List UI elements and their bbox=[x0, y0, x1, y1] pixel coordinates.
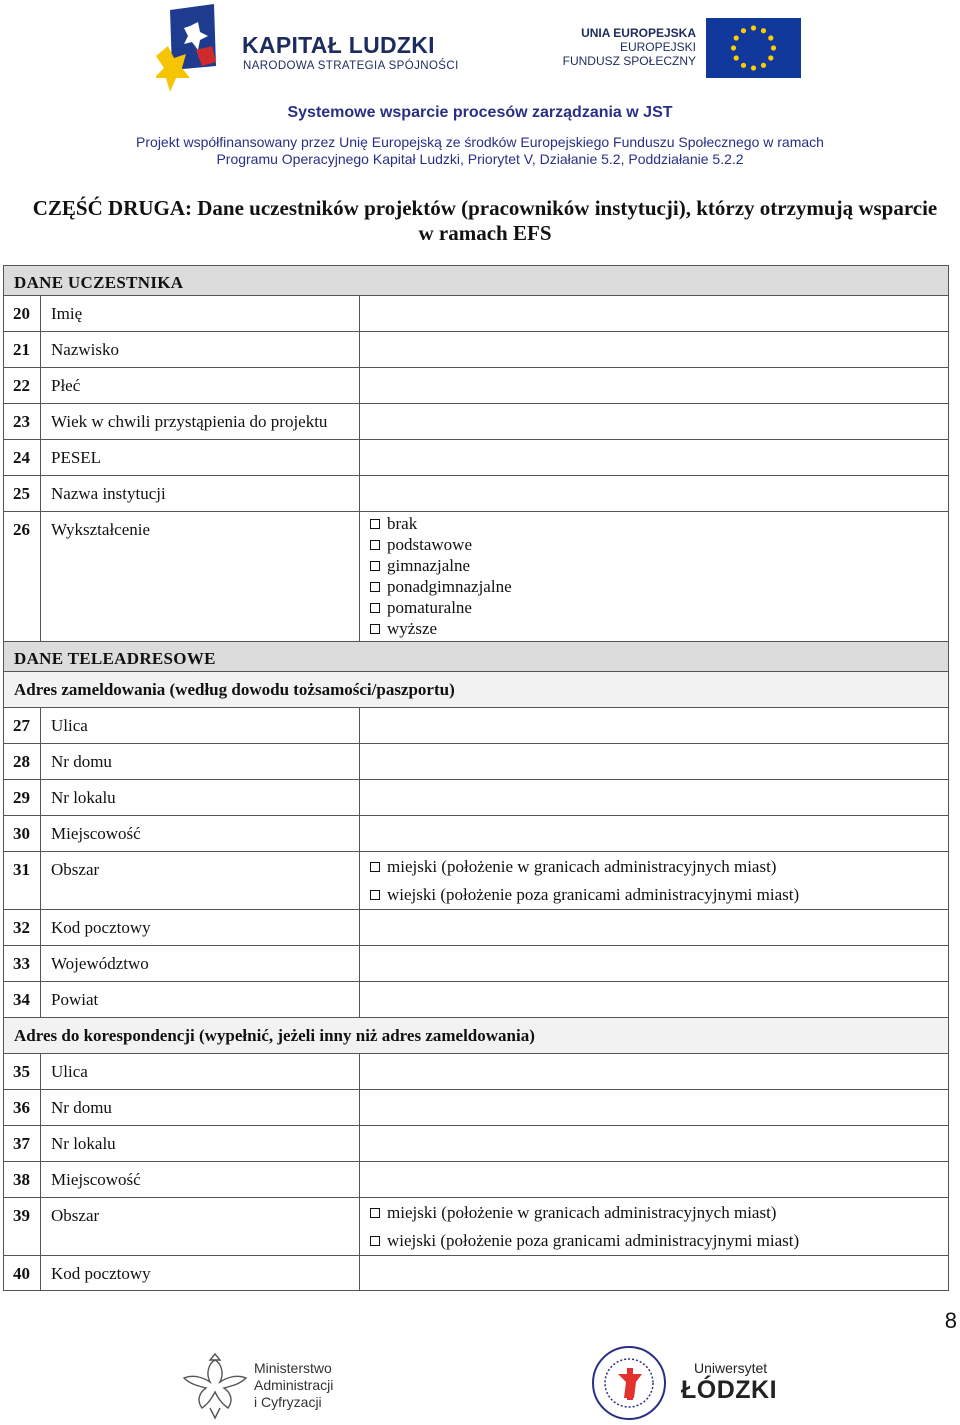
field-label: Województwo bbox=[41, 946, 360, 981]
field-label: Nr lokalu bbox=[41, 780, 360, 815]
field-label: Miejscowość bbox=[41, 1162, 360, 1197]
row-number: 29 bbox=[4, 780, 41, 815]
form-row-last-name bbox=[3, 331, 949, 367]
row-number: 36 bbox=[4, 1090, 41, 1125]
form-row-postal-code bbox=[3, 909, 949, 945]
form-row-county bbox=[3, 981, 949, 1017]
row-number: 39 bbox=[4, 1198, 41, 1255]
corr-street-field[interactable] bbox=[360, 1054, 948, 1089]
eu-fund-line2: EUROPEJSKI bbox=[619, 40, 696, 54]
education-option[interactable] bbox=[370, 513, 938, 534]
field-label: Nr domu bbox=[41, 1090, 360, 1125]
eagle-emblem-icon bbox=[180, 1348, 250, 1420]
option-label: wyższe bbox=[387, 619, 438, 638]
participant-form bbox=[3, 265, 949, 1291]
field-label: Kod pocztowy bbox=[41, 910, 360, 945]
university-name: ŁÓDZKI bbox=[681, 1376, 778, 1404]
form-row-gender bbox=[3, 367, 949, 403]
option-label: wiejski (położenie poza granicami administracyjnymi miast) bbox=[387, 1231, 800, 1250]
page-footer bbox=[0, 1330, 960, 1425]
age-field[interactable] bbox=[360, 404, 948, 439]
pesel-field[interactable] bbox=[360, 440, 948, 475]
row-number: 26 bbox=[4, 512, 41, 641]
area-option-urban[interactable] bbox=[370, 1199, 938, 1227]
area-options bbox=[360, 852, 948, 909]
institution-field[interactable] bbox=[360, 476, 948, 511]
row-number: 22 bbox=[4, 368, 41, 403]
first-name-field[interactable] bbox=[360, 296, 948, 331]
field-label: Ulica bbox=[41, 1054, 360, 1089]
ministry-name bbox=[254, 1360, 333, 1411]
field-label: Wykształcenie bbox=[41, 512, 360, 641]
apartment-number-field[interactable] bbox=[360, 780, 948, 815]
ministry-line3: i Cyfryzacji bbox=[254, 1394, 322, 1410]
checkbox-icon[interactable] bbox=[370, 603, 380, 613]
voivodeship-field[interactable] bbox=[360, 946, 948, 981]
corr-apartment-number-field[interactable] bbox=[360, 1126, 948, 1161]
university-seal-icon bbox=[590, 1344, 668, 1422]
checkbox-icon[interactable] bbox=[370, 582, 380, 592]
checkbox-icon[interactable] bbox=[370, 561, 380, 571]
form-row-apartment-number bbox=[3, 779, 949, 815]
project-description-line2: Programu Operacyjnego Kapitał Ludzki, Priorytet V, Działanie 5.2, Poddziałanie 5.2.2 bbox=[216, 151, 744, 167]
row-number: 25 bbox=[4, 476, 41, 511]
form-row-area bbox=[3, 851, 949, 909]
row-number: 30 bbox=[4, 816, 41, 851]
option-label: ponadgimnazjalne bbox=[387, 577, 512, 596]
area-option-rural[interactable] bbox=[370, 881, 938, 909]
form-row-voivodeship bbox=[3, 945, 949, 981]
subsection-correspondence-address: Adres do korespondencji (wypełnić, jeżeli inny niż adres zameldowania) bbox=[3, 1017, 949, 1053]
row-number: 31 bbox=[4, 852, 41, 909]
form-row-institution bbox=[3, 475, 949, 511]
row-number: 33 bbox=[4, 946, 41, 981]
row-number: 21 bbox=[4, 332, 41, 367]
project-description-line1: Projekt współfinansowany przez Unię Europejską ze środków Europejskiego Funduszu Społecznego w ramach bbox=[136, 134, 824, 150]
corr-postal-code-field[interactable] bbox=[360, 1256, 948, 1290]
option-label: miejski (położenie w granicach administracyjnych miast) bbox=[387, 1203, 777, 1222]
field-label: Kod pocztowy bbox=[41, 1256, 360, 1290]
option-label: brak bbox=[387, 514, 418, 533]
subsection-registered-address: Adres zameldowania (według dowodu tożsamości/paszportu) bbox=[3, 671, 949, 707]
last-name-field[interactable] bbox=[360, 332, 948, 367]
option-label: podstawowe bbox=[387, 535, 472, 554]
field-label: Wiek w chwili przystąpienia do projektu bbox=[41, 404, 360, 439]
eu-fund-text bbox=[563, 26, 696, 68]
corr-area-options bbox=[360, 1198, 948, 1255]
university-label: Uniwersytet bbox=[694, 1360, 768, 1376]
field-label: Nazwa instytucji bbox=[41, 476, 360, 511]
kapital-ludzki-logo bbox=[156, 4, 220, 92]
row-number: 37 bbox=[4, 1126, 41, 1161]
checkbox-icon[interactable] bbox=[370, 624, 380, 634]
education-option[interactable] bbox=[370, 576, 938, 597]
row-number: 40 bbox=[4, 1256, 41, 1290]
education-option[interactable] bbox=[370, 555, 938, 576]
row-number: 35 bbox=[4, 1054, 41, 1089]
checkbox-icon[interactable] bbox=[370, 890, 380, 900]
field-label: Nr lokalu bbox=[41, 1126, 360, 1161]
checkbox-icon[interactable] bbox=[370, 1236, 380, 1246]
section-participant-data: DANE UCZESTNIKA bbox=[3, 265, 949, 295]
form-row-pesel bbox=[3, 439, 949, 475]
field-label: Płeć bbox=[41, 368, 360, 403]
row-number: 27 bbox=[4, 708, 41, 743]
field-label: Obszar bbox=[41, 852, 360, 909]
form-row-city bbox=[3, 815, 949, 851]
education-option[interactable] bbox=[370, 534, 938, 555]
kapital-ludzki-title: KAPITAŁ LUDZKI bbox=[242, 32, 435, 58]
postal-code-field[interactable] bbox=[360, 910, 948, 945]
form-row-street bbox=[3, 707, 949, 743]
row-number: 23 bbox=[4, 404, 41, 439]
eu-name: UNIA EUROPEJSKA bbox=[581, 26, 696, 40]
area-option-urban[interactable] bbox=[370, 853, 938, 881]
form-row-corr-city bbox=[3, 1161, 949, 1197]
field-label: Miejscowość bbox=[41, 816, 360, 851]
row-number: 24 bbox=[4, 440, 41, 475]
document-title bbox=[10, 196, 960, 246]
area-option-rural[interactable] bbox=[370, 1227, 938, 1255]
ministry-line1: Ministerstwo bbox=[254, 1360, 332, 1376]
section-contact-data: DANE TELEADRESOWE bbox=[3, 641, 949, 671]
field-label: Nazwisko bbox=[41, 332, 360, 367]
checkbox-icon[interactable] bbox=[370, 1208, 380, 1218]
form-row-corr-area bbox=[3, 1197, 949, 1255]
row-number: 20 bbox=[4, 296, 41, 331]
field-label: Obszar bbox=[41, 1198, 360, 1255]
form-row-corr-postal-code bbox=[3, 1255, 949, 1291]
education-option[interactable] bbox=[370, 597, 938, 618]
page-header bbox=[0, 0, 960, 100]
form-row-age bbox=[3, 403, 949, 439]
document-title-line1: CZĘŚĆ DRUGA: Dane uczestników projektów (pracowników instytucji), którzy otrzymują wsparcie bbox=[32, 196, 938, 220]
checkbox-icon[interactable] bbox=[370, 540, 380, 550]
ministry-line2: Administracji bbox=[254, 1377, 334, 1393]
form-row-corr-street bbox=[3, 1053, 949, 1089]
field-label: PESEL bbox=[41, 440, 360, 475]
form-row-house-number bbox=[3, 743, 949, 779]
eu-flag-icon bbox=[706, 18, 801, 78]
city-field[interactable] bbox=[360, 816, 948, 851]
page-number: 8 bbox=[944, 1308, 957, 1333]
form-row-education bbox=[3, 511, 949, 641]
kapital-ludzki-subtitle: NARODOWA STRATEGIA SPÓJNOŚCI bbox=[243, 60, 459, 72]
corr-city-field[interactable] bbox=[360, 1162, 948, 1197]
row-number: 38 bbox=[4, 1162, 41, 1197]
field-label: Powiat bbox=[41, 982, 360, 1017]
eu-fund-line3: FUNDUSZ SPOŁECZNY bbox=[562, 54, 696, 68]
street-field[interactable] bbox=[360, 708, 948, 743]
form-row-first-name bbox=[3, 295, 949, 331]
option-label: gimnazjalne bbox=[387, 556, 471, 575]
county-field[interactable] bbox=[360, 982, 948, 1017]
corr-house-number-field[interactable] bbox=[360, 1090, 948, 1125]
gender-field[interactable] bbox=[360, 368, 948, 403]
field-label: Imię bbox=[41, 296, 360, 331]
form-row-corr-house-number bbox=[3, 1089, 949, 1125]
row-number: 34 bbox=[4, 982, 41, 1017]
option-label: wiejski (położenie poza granicami administracyjnymi miast) bbox=[387, 885, 800, 904]
checkbox-icon[interactable] bbox=[370, 862, 380, 872]
checkbox-icon[interactable] bbox=[370, 519, 380, 529]
form-row-corr-apartment-number bbox=[3, 1125, 949, 1161]
row-number: 28 bbox=[4, 744, 41, 779]
field-label: Ulica bbox=[41, 708, 360, 743]
option-label: pomaturalne bbox=[387, 598, 472, 617]
field-label: Nr domu bbox=[41, 744, 360, 779]
option-label: miejski (położenie w granicach administracyjnych miast) bbox=[387, 857, 777, 876]
education-option[interactable] bbox=[370, 618, 938, 639]
education-options bbox=[360, 512, 948, 641]
row-number: 32 bbox=[4, 910, 41, 945]
document-title-line2: w ramach EFS bbox=[418, 221, 552, 245]
project-title: Systemowe wsparcie procesów zarządzania w JST bbox=[287, 104, 673, 121]
house-number-field[interactable] bbox=[360, 744, 948, 779]
